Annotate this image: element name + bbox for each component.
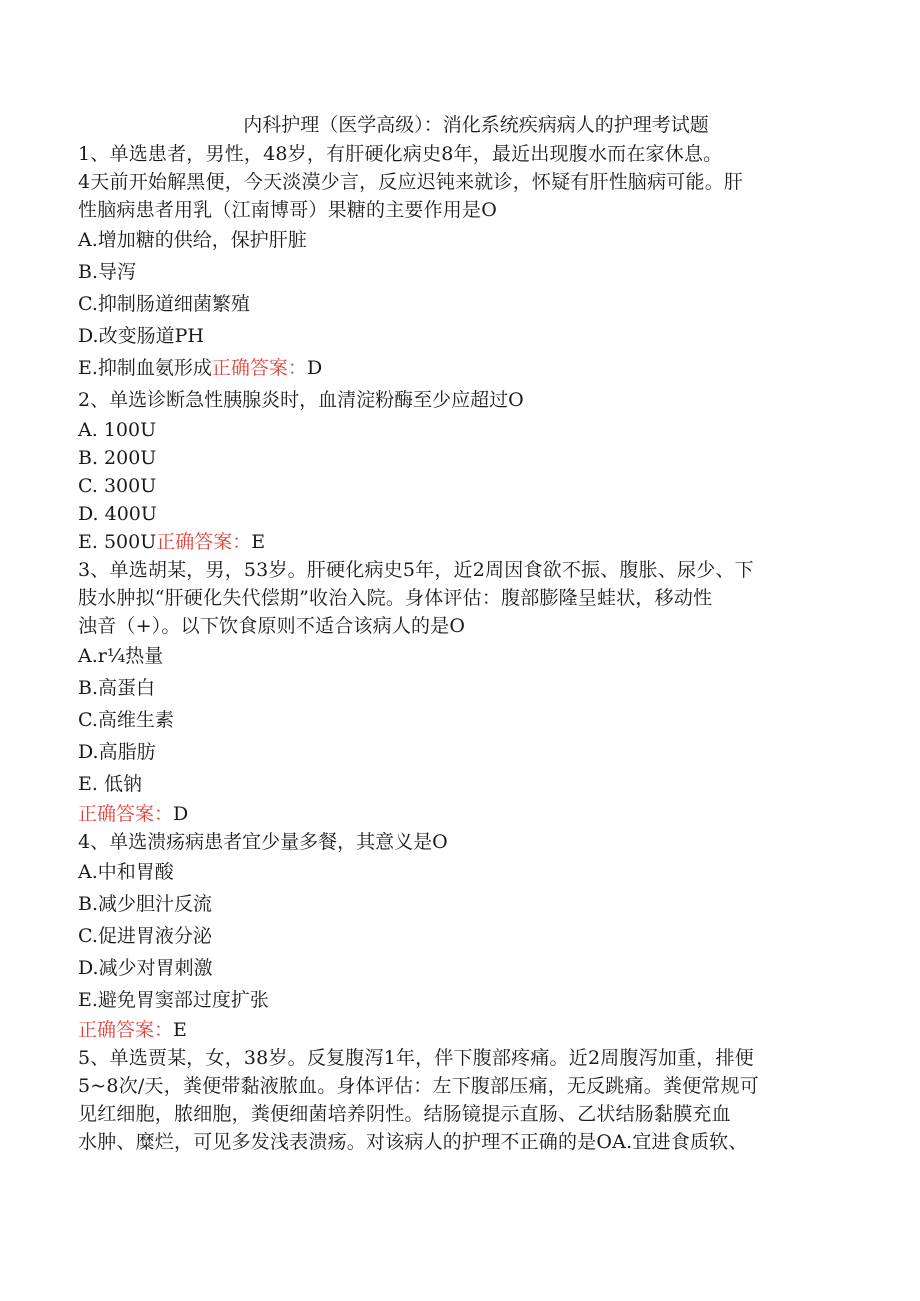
option-b: B.减少胆汁反流 [78,893,213,915]
option-e: E.避免胃窦部过度扩张 [78,989,269,1011]
question-stem-line: 见红细胞，脓细胞，粪便细菌培养阴性。结肠镜提示直肠、乙状结肠黏膜充血 [78,1103,731,1125]
question-stem-line: 2、单选诊断急性胰腺炎时，血清淀粉酶至少应超过O [78,389,524,411]
option-e-with-answer [78,528,838,556]
option-a: A.r¼热量 [78,645,164,667]
question-stem-line: 浊音（+）。以下饮食原则不适合该病人的是O [78,615,466,637]
option-b: B. 200U [78,447,157,469]
option-c: C.抑制肠道细菌繁殖 [78,293,250,315]
question-stem-line: 肢水肿拟“肝硬化失代偿期”收治入院。身体评估：腹部膨隆呈蛙状，移动性 [78,587,713,609]
option-d: D.高脂肪 [78,741,156,763]
answer-label: 正确答案： [78,1019,174,1041]
option-e-with-answer [78,352,838,384]
option-a: A. 100U [78,419,157,441]
question-5 [78,1044,838,1156]
answer-line [78,1016,838,1044]
answer-label: 正确答案： [78,803,174,825]
document-title: 内科护理（医学高级）：消化系统疾病病人的护理考试题 [243,114,709,136]
answer-value: E [251,531,266,553]
option-c: C.高维生素 [78,709,174,731]
exam-page [78,112,838,1156]
question-stem-line: 性脑病患者用乳（江南博哥）果糖的主要作用是O [78,199,497,221]
answer-value: D [173,803,189,825]
option-d: D.改变肠道PH [78,325,204,347]
question-stem-line: 4天前开始解黑便，今天淡漠少言，反应迟钝来就诊，怀疑有肝性脑病可能。肝 [78,171,744,193]
option-c: C. 300U [78,475,157,497]
question-4 [78,828,838,1044]
question-1 [78,140,838,384]
question-stem-line: 5、单选贾某，女，38岁。反复腹泻1年，伴下腹部疼痛。近2周腹泻加重，排便 [78,1047,754,1069]
option-e: E.抑制血氨形成 [78,357,212,379]
option-e: E. 低钠 [78,773,142,795]
option-b: B.高蛋白 [78,677,156,699]
question-stem-line: 1、单选患者，男性，48岁，有肝硬化病史8年，最近出现腹水而在家休息。 [78,143,723,165]
option-a: A.增加糖的供给，保护肝脏 [78,229,307,251]
answer-value: D [306,357,323,379]
answer-label: 正确答案： [156,531,252,553]
answer-line [78,800,838,828]
answer-label: 正确答案： [211,357,307,379]
question-stem-line: 5~8次/天，粪便带黏液脓血。身体评估：左下腹部压痛，无反跳痛。粪便常规可 [78,1075,759,1097]
answer-value: E [173,1019,187,1041]
question-stem-line: 4、单选溃疡病患者宜少量多餐，其意义是O [78,831,448,853]
question-3 [78,556,838,828]
question-stem-line: 水肿、糜烂，可见多发浅表溃疡。对该病人的护理不正确的是OA.宜进食质软、 [78,1131,748,1153]
option-d: D. 400U [78,503,157,525]
option-d: D.减少对胃刺激 [78,957,213,979]
option-e: E. 500U [78,531,157,553]
option-b: B.导泻 [78,261,137,283]
option-a: A.中和胃酸 [78,861,174,883]
question-2 [78,384,838,556]
question-stem-line: 3、单选胡某，男，53岁。肝硬化病史5年，近2周因食欲不振、腹胀、尿少、下 [78,559,754,581]
option-c: C.促进胃液分泌 [78,925,212,947]
